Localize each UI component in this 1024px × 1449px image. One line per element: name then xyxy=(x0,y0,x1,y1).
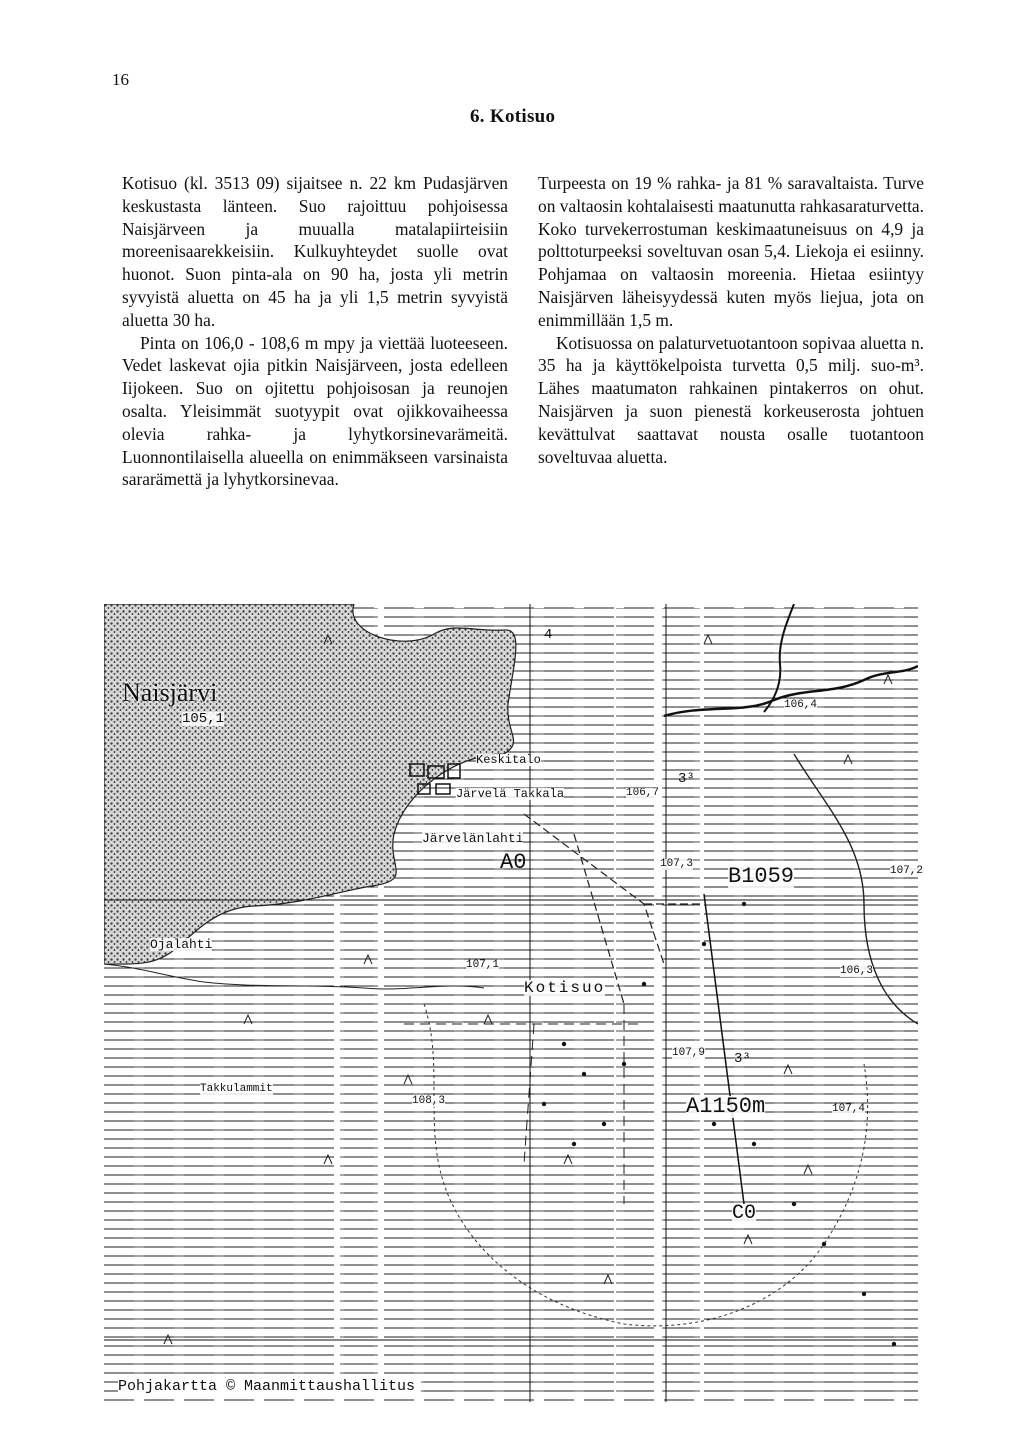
peat-depth-label: 3³ xyxy=(734,1051,751,1067)
elevation-label: 107,2 xyxy=(890,865,924,877)
elevation-label: 107,4 xyxy=(832,1103,866,1115)
left-paragraph-1: Kotisuo (kl. 3513 09) sijaitsee n. 22 km Pudasjärven keskustasta länteen. Suo rajoittuu pohjoisessa Naisjärveen ja muualla matalapiirteisiin moreenisaarekkeisiin. Kulkuyhteydet suolle ovat huonot. Suon pinta-ala on 90 ha, josta yli metrin syvyistä aluetta on 45 ha ja yli 1,5 metrin syvyistä aluetta 30 ha. xyxy=(122,173,508,330)
map-drawing xyxy=(104,604,918,1402)
point-a0: A0 xyxy=(500,850,527,875)
right-paragraph-1: Turpeesta on 19 % rahka- ja 81 % saravaltaista. Turve on valtaosin kohtalaisesti maatunutta rahkasaraturvetta. Koko turvekerrostuman keskimaatuneisuus on 4,9 ja polttoturpeeksi soveltuvan osan 5,4. Liekoja ei esiinny. Pohjamaa on valtaosin moreenia. Hietaa esiintyy Naisjärven läheisyydessä kuten myös liejua, jota on enimmillään 1,5 m. xyxy=(538,173,924,330)
place-ojalahti: Ojalahti xyxy=(150,937,213,952)
left-paragraph-2: Pinta on 106,0 - 108,6 m mpy ja viettää luoteeseen. Vedet laskevat ojia pitkin Naisjärveen, josta edelleen Iijokeen. Suo on ojitettu pohjoisosan ja reunojen osalta. Yleisimmät suotyypit ovat ojikkovaiheessa olevia rahka- ja lyhytkorsinevarämeitä. Luonnontilaisella alueella on enimmäkseen varsinaista sararämettä ja lyhytkorsinevaa. xyxy=(122,332,508,490)
elevation-label: 106,4 xyxy=(784,699,818,711)
elevation-label: 106,7 xyxy=(626,787,660,799)
right-text-column xyxy=(538,172,924,468)
elevation-label: 107,1 xyxy=(466,959,500,971)
elevation-label: 106,3 xyxy=(840,965,874,977)
elevation-label: 107,3 xyxy=(660,858,694,870)
place-keskitalo: Keskitalo xyxy=(476,753,541,767)
elevation-label: 108,3 xyxy=(412,1095,446,1107)
point-a1150: A1150m xyxy=(686,1094,766,1119)
place-kotisuo: Kotisuo xyxy=(524,979,606,997)
page-number: 16 xyxy=(112,70,129,89)
place-jarvelanlahti: Järvelänlahti xyxy=(422,831,524,846)
right-paragraph-2: Kotisuossa on palaturvetuotantoon sopivaa aluetta n. 35 ha ja käyttökelpoista turvetta 0,5 milj. suo-m³. Lähes maatumaton rahkainen pintakerros on ohut. Naisjärven ja suon pienestä korkeuserosta johtuen kevättulvat saattavat nousta osalle tuotantoon soveltuvaa aluetta. xyxy=(538,332,924,467)
base-map xyxy=(104,604,924,1402)
chapter-title: 6. Kotisuo xyxy=(470,106,556,127)
place-takkulammit: Takkulammit xyxy=(200,1083,273,1095)
place-takkala: Järvelä Takkala xyxy=(456,787,565,801)
map-credit: Pohjakartta © Maanmittaushallitus xyxy=(118,1377,421,1396)
peat-depth-label: 4 xyxy=(544,627,553,643)
elevation-label: 105,1 xyxy=(182,711,225,727)
point-b1059: B1059 xyxy=(728,864,795,889)
elevation-label: 107,9 xyxy=(672,1047,706,1059)
left-text-column xyxy=(122,172,508,491)
peat-depth-label: 3³ xyxy=(678,771,695,787)
point-c0: C0 xyxy=(732,1202,757,1225)
lake-name: Naisjärvi xyxy=(122,678,218,707)
